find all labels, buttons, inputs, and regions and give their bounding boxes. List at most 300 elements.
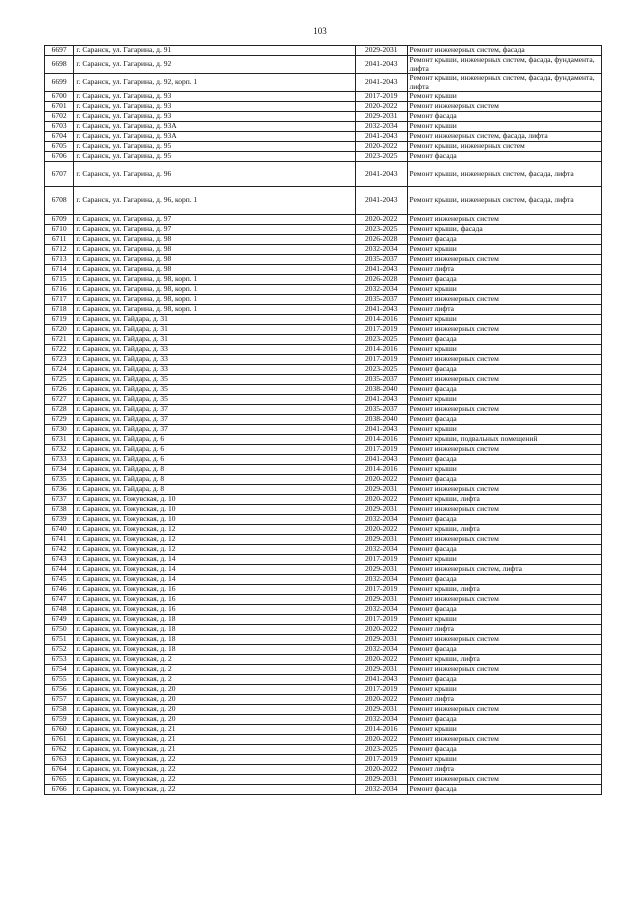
work-type-cell: Ремонт крыши, инженерных систем, фасада, лифта	[407, 187, 601, 215]
row-number: 6730	[45, 425, 74, 435]
table-row	[45, 235, 602, 245]
period-cell: 2029-2031	[355, 46, 407, 56]
row-number: 6727	[45, 395, 74, 405]
period-cell: 2032-2034	[355, 285, 407, 295]
table-row	[45, 315, 602, 325]
table-row	[45, 245, 602, 255]
address-cell: г. Саранск, ул. Гожувская, д. 20	[74, 705, 356, 715]
address-cell: г. Саранск, ул. Гожувская, д. 21	[74, 725, 356, 735]
row-number: 6745	[45, 575, 74, 585]
work-type-cell: Ремонт инженерных систем	[407, 775, 601, 785]
table-row	[45, 46, 602, 56]
period-cell: 2017-2019	[355, 92, 407, 102]
address-cell: г. Саранск, ул. Гожувская, д. 18	[74, 635, 356, 645]
table-row	[45, 225, 602, 235]
address-cell: г. Саранск, ул. Гожувская, д. 20	[74, 685, 356, 695]
work-type-cell: Ремонт крыши	[407, 725, 601, 735]
table-row	[45, 695, 602, 705]
table-row	[45, 585, 602, 595]
row-number: 6766	[45, 785, 74, 795]
table-row	[45, 565, 602, 575]
work-type-cell: Ремонт крыши	[407, 245, 601, 255]
work-type-cell: Ремонт крыши, фасада	[407, 225, 601, 235]
address-cell: г. Саранск, ул. Гожувская, д. 18	[74, 625, 356, 635]
address-cell: г. Саранск, ул. Гожувская, д. 10	[74, 515, 356, 525]
work-type-cell: Ремонт крыши	[407, 92, 601, 102]
row-number: 6750	[45, 625, 74, 635]
work-type-cell: Ремонт крыши, инженерных систем, фасада, фундамента, лифта	[407, 56, 601, 74]
row-number: 6724	[45, 365, 74, 375]
period-cell: 2035-2037	[355, 405, 407, 415]
row-number: 6756	[45, 685, 74, 695]
table-row	[45, 525, 602, 535]
work-type-cell: Ремонт инженерных систем	[407, 595, 601, 605]
row-number: 6701	[45, 102, 74, 112]
row-number: 6739	[45, 515, 74, 525]
table-row	[45, 595, 602, 605]
table-row	[45, 405, 602, 415]
row-number: 6702	[45, 112, 74, 122]
table-row	[45, 655, 602, 665]
row-number: 6759	[45, 715, 74, 725]
work-type-cell: Ремонт инженерных систем, лифта	[407, 565, 601, 575]
address-cell: г. Саранск, ул. Гагарина, д. 93	[74, 92, 356, 102]
period-cell: 2041-2043	[355, 132, 407, 142]
work-type-cell: Ремонт инженерных систем	[407, 705, 601, 715]
address-cell: г. Саранск, ул. Гайдара, д. 6	[74, 435, 356, 445]
row-number: 6729	[45, 415, 74, 425]
period-cell: 2014-2016	[355, 465, 407, 475]
table-row	[45, 555, 602, 565]
period-cell: 2035-2037	[355, 255, 407, 265]
address-cell: г. Саранск, ул. Гожувская, д. 2	[74, 655, 356, 665]
address-cell: г. Саранск, ул. Гайдара, д. 33	[74, 345, 356, 355]
address-cell: г. Саранск, ул. Гагарина, д. 93А	[74, 122, 356, 132]
table-row	[45, 162, 602, 187]
address-cell: г. Саранск, ул. Гайдара, д. 37	[74, 405, 356, 415]
row-number: 6742	[45, 545, 74, 555]
row-number: 6710	[45, 225, 74, 235]
table-row	[45, 187, 602, 215]
row-number: 6765	[45, 775, 74, 785]
address-cell: г. Саранск, ул. Гайдара, д. 6	[74, 445, 356, 455]
work-type-cell: Ремонт крыши, лифта	[407, 585, 601, 595]
table-row	[45, 465, 602, 475]
period-cell: 2041-2043	[355, 305, 407, 315]
period-cell: 2017-2019	[355, 325, 407, 335]
period-cell: 2041-2043	[355, 162, 407, 187]
row-number: 6697	[45, 46, 74, 56]
table-row	[45, 645, 602, 655]
work-type-cell: Ремонт инженерных систем	[407, 102, 601, 112]
row-number: 6755	[45, 675, 74, 685]
period-cell: 2029-2031	[355, 705, 407, 715]
row-number: 6723	[45, 355, 74, 365]
period-cell: 2020-2022	[355, 765, 407, 775]
table-row	[45, 785, 602, 795]
work-type-cell: Ремонт крыши	[407, 285, 601, 295]
table-row	[45, 355, 602, 365]
period-cell: 2035-2037	[355, 375, 407, 385]
address-cell: г. Саранск, ул. Гагарина, д. 93А	[74, 132, 356, 142]
row-number: 6764	[45, 765, 74, 775]
row-number: 6720	[45, 325, 74, 335]
work-type-cell: Ремонт инженерных систем	[407, 505, 601, 515]
period-cell: 2020-2022	[355, 142, 407, 152]
address-cell: г. Саранск, ул. Гагарина, д. 98, корп. 1	[74, 305, 356, 315]
period-cell: 2017-2019	[355, 555, 407, 565]
period-cell: 2032-2034	[355, 575, 407, 585]
table-row	[45, 505, 602, 515]
row-number: 6758	[45, 705, 74, 715]
address-cell: г. Саранск, ул. Гайдара, д. 8	[74, 475, 356, 485]
work-type-cell: Ремонт фасада	[407, 455, 601, 465]
work-type-cell: Ремонт крыши	[407, 685, 601, 695]
address-cell: г. Саранск, ул. Гайдара, д. 8	[74, 485, 356, 495]
work-type-cell: Ремонт крыши, инженерных систем, фасада, лифта	[407, 162, 601, 187]
period-cell: 2020-2022	[355, 495, 407, 505]
work-type-cell: Ремонт фасада	[407, 745, 601, 755]
row-number: 6737	[45, 495, 74, 505]
work-type-cell: Ремонт инженерных систем	[407, 325, 601, 335]
period-cell: 2020-2022	[355, 735, 407, 745]
address-cell: г. Саранск, ул. Гагарина, д. 98, корп. 1	[74, 295, 356, 305]
work-type-cell: Ремонт инженерных систем, фасада	[407, 46, 601, 56]
table-row	[45, 745, 602, 755]
row-number: 6711	[45, 235, 74, 245]
address-cell: г. Саранск, ул. Гожувская, д. 2	[74, 675, 356, 685]
row-number: 6731	[45, 435, 74, 445]
row-number: 6718	[45, 305, 74, 315]
period-cell: 2023-2025	[355, 335, 407, 345]
row-number: 6754	[45, 665, 74, 675]
table-row	[45, 545, 602, 555]
period-cell: 2023-2025	[355, 152, 407, 162]
address-cell: г. Саранск, ул. Гожувская, д. 22	[74, 775, 356, 785]
period-cell: 2014-2016	[355, 345, 407, 355]
period-cell: 2041-2043	[355, 187, 407, 215]
row-number: 6738	[45, 505, 74, 515]
page-number: 103	[313, 26, 327, 36]
period-cell: 2029-2031	[355, 505, 407, 515]
period-cell: 2029-2031	[355, 112, 407, 122]
work-type-cell: Ремонт крыши, инженерных систем, фасада, фундамента, лифта	[407, 74, 601, 92]
address-cell: г. Саранск, ул. Гожувская, д. 18	[74, 615, 356, 625]
row-number: 6746	[45, 585, 74, 595]
period-cell: 2035-2037	[355, 295, 407, 305]
work-type-cell: Ремонт крыши	[407, 755, 601, 765]
table-row	[45, 275, 602, 285]
work-type-cell: Ремонт фасада	[407, 605, 601, 615]
address-cell: г. Саранск, ул. Гагарина, д. 98	[74, 255, 356, 265]
table-row	[45, 365, 602, 375]
row-number: 6715	[45, 275, 74, 285]
work-type-cell: Ремонт фасада	[407, 645, 601, 655]
address-cell: г. Саранск, ул. Гожувская, д. 16	[74, 605, 356, 615]
work-type-cell: Ремонт крыши	[407, 425, 601, 435]
period-cell: 2032-2034	[355, 515, 407, 525]
table-row	[45, 755, 602, 765]
address-cell: г. Саранск, ул. Гожувская, д. 14	[74, 565, 356, 575]
period-cell: 2032-2034	[355, 245, 407, 255]
period-cell: 2041-2043	[355, 675, 407, 685]
row-number: 6760	[45, 725, 74, 735]
table-row	[45, 575, 602, 585]
work-type-cell: Ремонт крыши	[407, 345, 601, 355]
row-number: 6733	[45, 455, 74, 465]
table-row	[45, 665, 602, 675]
work-type-cell: Ремонт фасада	[407, 575, 601, 585]
work-type-cell: Ремонт крыши	[407, 615, 601, 625]
period-cell: 2017-2019	[355, 445, 407, 455]
work-type-cell: Ремонт лифта	[407, 765, 601, 775]
row-number: 6735	[45, 475, 74, 485]
repair-schedule-table	[44, 45, 602, 795]
period-cell: 2032-2034	[355, 645, 407, 655]
address-cell: г. Саранск, ул. Гожувская, д. 22	[74, 765, 356, 775]
row-number: 6714	[45, 265, 74, 275]
table-row	[45, 295, 602, 305]
row-number: 6716	[45, 285, 74, 295]
row-number: 6705	[45, 142, 74, 152]
table-row	[45, 445, 602, 455]
work-type-cell: Ремонт инженерных систем	[407, 255, 601, 265]
address-cell: г. Саранск, ул. Гожувская, д. 16	[74, 585, 356, 595]
period-cell: 2038-2040	[355, 385, 407, 395]
table-row	[45, 775, 602, 785]
work-type-cell: Ремонт фасада	[407, 235, 601, 245]
work-type-cell: Ремонт инженерных систем	[407, 665, 601, 675]
table-row	[45, 215, 602, 225]
work-type-cell: Ремонт фасада	[407, 475, 601, 485]
work-type-cell: Ремонт крыши	[407, 122, 601, 132]
row-number: 6709	[45, 215, 74, 225]
row-number: 6713	[45, 255, 74, 265]
address-cell: г. Саранск, ул. Гагарина, д. 93	[74, 102, 356, 112]
period-cell: 2017-2019	[355, 355, 407, 365]
address-cell: г. Саранск, ул. Гагарина, д. 98	[74, 245, 356, 255]
work-type-cell: Ремонт фасада	[407, 715, 601, 725]
table-row	[45, 255, 602, 265]
work-type-cell: Ремонт фасада	[407, 675, 601, 685]
table-row	[45, 142, 602, 152]
period-cell: 2017-2019	[355, 585, 407, 595]
table-row	[45, 385, 602, 395]
address-cell: г. Саранск, ул. Гожувская, д. 16	[74, 595, 356, 605]
address-cell: г. Саранск, ул. Гагарина, д. 98, корп. 1	[74, 275, 356, 285]
table-row	[45, 56, 602, 74]
row-number: 6763	[45, 755, 74, 765]
address-cell: г. Саранск, ул. Гайдара, д. 33	[74, 365, 356, 375]
address-cell: г. Саранск, ул. Гагарина, д. 92, корп. 1	[74, 74, 356, 92]
period-cell: 2032-2034	[355, 545, 407, 555]
table-row	[45, 152, 602, 162]
work-type-cell: Ремонт инженерных систем	[407, 215, 601, 225]
work-type-cell: Ремонт крыши, подвальных помещений	[407, 435, 601, 445]
period-cell: 2041-2043	[355, 395, 407, 405]
period-cell: 2029-2031	[355, 535, 407, 545]
table-row	[45, 625, 602, 635]
period-cell: 2017-2019	[355, 755, 407, 765]
period-cell: 2026-2028	[355, 235, 407, 245]
row-number: 6726	[45, 385, 74, 395]
address-cell: г. Саранск, ул. Гагарина, д. 95	[74, 152, 356, 162]
table-row	[45, 705, 602, 715]
table-row	[45, 725, 602, 735]
work-type-cell: Ремонт крыши, лифта	[407, 495, 601, 505]
period-cell: 2014-2016	[355, 435, 407, 445]
address-cell: г. Саранск, ул. Гожувская, д. 20	[74, 715, 356, 725]
table-row	[45, 112, 602, 122]
work-type-cell: Ремонт фасада	[407, 365, 601, 375]
table-row	[45, 122, 602, 132]
work-type-cell: Ремонт лифта	[407, 305, 601, 315]
address-cell: г. Саранск, ул. Гожувская, д. 22	[74, 785, 356, 795]
row-number: 6722	[45, 345, 74, 355]
period-cell: 2032-2034	[355, 122, 407, 132]
period-cell: 2029-2031	[355, 665, 407, 675]
row-number: 6753	[45, 655, 74, 665]
address-cell: г. Саранск, ул. Гайдара, д. 37	[74, 425, 356, 435]
address-cell: г. Саранск, ул. Гайдара, д. 35	[74, 385, 356, 395]
period-cell: 2029-2031	[355, 565, 407, 575]
row-number: 6751	[45, 635, 74, 645]
row-number: 6706	[45, 152, 74, 162]
table-row	[45, 455, 602, 465]
table-row	[45, 475, 602, 485]
table-row	[45, 425, 602, 435]
table-row	[45, 535, 602, 545]
work-type-cell: Ремонт инженерных систем	[407, 735, 601, 745]
row-number: 6725	[45, 375, 74, 385]
period-cell: 2041-2043	[355, 265, 407, 275]
row-number: 6749	[45, 615, 74, 625]
work-type-cell: Ремонт инженерных систем	[407, 535, 601, 545]
address-cell: г. Саранск, ул. Гожувская, д. 12	[74, 535, 356, 545]
work-type-cell: Ремонт фасада	[407, 415, 601, 425]
row-number: 6728	[45, 405, 74, 415]
period-cell: 2020-2022	[355, 625, 407, 635]
row-number: 6752	[45, 645, 74, 655]
table-row	[45, 132, 602, 142]
table-row	[45, 92, 602, 102]
address-cell: г. Саранск, ул. Гагарина, д. 93	[74, 112, 356, 122]
period-cell: 2029-2031	[355, 485, 407, 495]
address-cell: г. Саранск, ул. Гожувская, д. 10	[74, 505, 356, 515]
row-number: 6744	[45, 565, 74, 575]
table-row	[45, 635, 602, 645]
table-row	[45, 415, 602, 425]
period-cell: 2020-2022	[355, 102, 407, 112]
table-row	[45, 605, 602, 615]
address-cell: г. Саранск, ул. Гайдара, д. 35	[74, 375, 356, 385]
address-cell: г. Саранск, ул. Гайдара, д. 6	[74, 455, 356, 465]
period-cell: 2032-2034	[355, 715, 407, 725]
address-cell: г. Саранск, ул. Гайдара, д. 35	[74, 395, 356, 405]
table-row	[45, 335, 602, 345]
row-number: 6712	[45, 245, 74, 255]
row-number: 6736	[45, 485, 74, 495]
work-type-cell: Ремонт фасада	[407, 545, 601, 555]
address-cell: г. Саранск, ул. Гагарина, д. 98	[74, 235, 356, 245]
work-type-cell: Ремонт фасада	[407, 385, 601, 395]
address-cell: г. Саранск, ул. Гожувская, д. 21	[74, 735, 356, 745]
row-number: 6707	[45, 162, 74, 187]
period-cell: 2032-2034	[355, 785, 407, 795]
address-cell: г. Саранск, ул. Гагарина, д. 95	[74, 142, 356, 152]
work-type-cell: Ремонт фасада	[407, 515, 601, 525]
row-number: 6698	[45, 56, 74, 74]
address-cell: г. Саранск, ул. Гагарина, д. 97	[74, 215, 356, 225]
table-row	[45, 345, 602, 355]
row-number: 6700	[45, 92, 74, 102]
address-cell: г. Саранск, ул. Гайдара, д. 8	[74, 465, 356, 475]
work-type-cell: Ремонт лифта	[407, 265, 601, 275]
table-row	[45, 305, 602, 315]
address-cell: г. Саранск, ул. Гайдара, д. 33	[74, 355, 356, 365]
work-type-cell: Ремонт крыши	[407, 395, 601, 405]
work-type-cell: Ремонт крыши, лифта	[407, 655, 601, 665]
row-number: 6708	[45, 187, 74, 215]
row-number: 6721	[45, 335, 74, 345]
work-type-cell: Ремонт фасада	[407, 275, 601, 285]
work-type-cell: Ремонт инженерных систем	[407, 355, 601, 365]
row-number: 6734	[45, 465, 74, 475]
period-cell: 2023-2025	[355, 225, 407, 235]
period-cell: 2020-2022	[355, 525, 407, 535]
address-cell: г. Саранск, ул. Гожувская, д. 10	[74, 495, 356, 505]
work-type-cell: Ремонт инженерных систем, фасада, лифта	[407, 132, 601, 142]
table-row	[45, 495, 602, 505]
period-cell: 2029-2031	[355, 595, 407, 605]
work-type-cell: Ремонт крыши, инженерных систем	[407, 142, 601, 152]
table-row	[45, 325, 602, 335]
table-row	[45, 375, 602, 385]
period-cell: 2038-2040	[355, 415, 407, 425]
row-number: 6762	[45, 745, 74, 755]
row-number: 6743	[45, 555, 74, 565]
period-cell: 2017-2019	[355, 615, 407, 625]
address-cell: г. Саранск, ул. Гагарина, д. 97	[74, 225, 356, 235]
row-number: 6732	[45, 445, 74, 455]
table-row	[45, 675, 602, 685]
address-cell: г. Саранск, ул. Гагарина, д. 98, корп. 1	[74, 285, 356, 295]
row-number: 6747	[45, 595, 74, 605]
address-cell: г. Саранск, ул. Гагарина, д. 96, корп. 1	[74, 187, 356, 215]
table-row	[45, 615, 602, 625]
table-row	[45, 485, 602, 495]
work-type-cell: Ремонт инженерных систем	[407, 405, 601, 415]
table-row	[45, 102, 602, 112]
table-row	[45, 715, 602, 725]
period-cell: 2026-2028	[355, 275, 407, 285]
address-cell: г. Саранск, ул. Гожувская, д. 21	[74, 745, 356, 755]
period-cell: 2020-2022	[355, 655, 407, 665]
row-number: 6757	[45, 695, 74, 705]
work-type-cell: Ремонт инженерных систем	[407, 375, 601, 385]
address-cell: г. Саранск, ул. Гайдара, д. 31	[74, 335, 356, 345]
work-type-cell: Ремонт инженерных систем	[407, 635, 601, 645]
row-number: 6704	[45, 132, 74, 142]
table-row	[45, 265, 602, 275]
address-cell: г. Саранск, ул. Гожувская, д. 22	[74, 755, 356, 765]
work-type-cell: Ремонт крыши	[407, 315, 601, 325]
table-row	[45, 395, 602, 405]
period-cell: 2041-2043	[355, 74, 407, 92]
table-row	[45, 735, 602, 745]
address-cell: г. Саранск, ул. Гайдара, д. 31	[74, 325, 356, 335]
period-cell: 2029-2031	[355, 775, 407, 785]
